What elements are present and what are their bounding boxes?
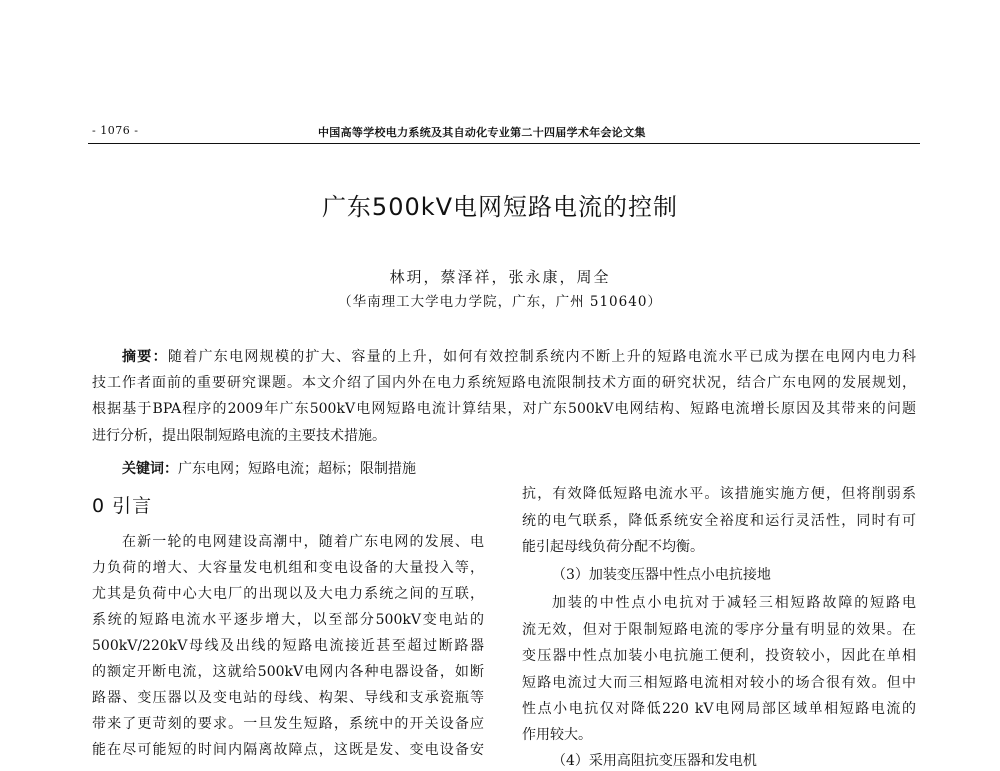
body-line: 能引起母线负荷分配不均衡。 bbox=[522, 539, 704, 555]
abstract-line: 进行分析，提出限制短路电流的主要技术措施。 bbox=[92, 428, 386, 444]
body-line: 作用较大。 bbox=[522, 727, 592, 743]
body-line: 抗，有效降低短路电流水平。该措施实施方便，但将削弱系 bbox=[522, 486, 916, 502]
page-number: - 1076 - bbox=[92, 124, 139, 137]
body-line: 的额定开断电流，这就给500kV电网内各种电器设备，如断 bbox=[92, 664, 484, 680]
abstract-label: 摘要： bbox=[122, 349, 168, 365]
body-line: 能在尽可能短的时间内隔离故障点，这既是发、变电设备安 bbox=[92, 742, 484, 758]
body-line: 500kV/220kV母线及出线的短路电流接近甚至超过断路器 bbox=[92, 638, 484, 654]
body-line: 性点小电抗仅对降低220 kV电网局部区域单相短路电流的 bbox=[522, 701, 916, 717]
body-line: 带来了更苛刻的要求。一旦发生短路，系统中的开关设备应 bbox=[92, 716, 484, 732]
abstract-line: 根据基于BPA程序的2009年广东500kV电网短路电流计算结果，对广东500kV电网结构、短路电流增长原因及其带来的问题 bbox=[92, 401, 916, 417]
authors: 林玥，蔡泽祥，张永康，周全 bbox=[389, 268, 611, 286]
subheading: （4）采用高阻抗变压器和发电机 bbox=[552, 753, 757, 769]
keywords bbox=[122, 458, 416, 478]
body-line: 流无效，但对于限制短路电流的零序分量有明显的效果。在 bbox=[522, 622, 916, 638]
abstract-line: 技工作者面前的重要研究课题。本文介绍了国内外在电力系统短路电流限制技术方面的研究状况，结合广东电网的发展规划， bbox=[92, 375, 916, 391]
body-line: 在新一轮的电网建设高潮中，随着广东电网的发展、电 bbox=[122, 534, 484, 550]
body-line: 力负荷的增大、大容量发电机组和变电设备的大量投入等， bbox=[92, 560, 484, 576]
abstract-line bbox=[122, 347, 916, 367]
body-line: 变压器中性点加装小电抗施工便利，投资较小，因此在单相 bbox=[522, 648, 916, 664]
body-line: 短路电流过大而三相短路电流相对较小的场合很有效。但中 bbox=[522, 675, 916, 691]
affiliation: （华南理工大学电力学院，广东，广州 510640） bbox=[338, 294, 662, 310]
abstract-text: 随着广东电网规模的扩大、容量的上升，如何有效控制系统内不断上升的短路电流水平已成为摆在电网内电力科 bbox=[167, 349, 917, 365]
header-rule bbox=[88, 143, 920, 144]
keywords-label: 关键词： bbox=[122, 461, 178, 477]
body-line: 路器、变压器以及变电站的母线、构架、导线和支承瓷瓶等 bbox=[92, 690, 484, 706]
subheading: （3）加装变压器中性点小电抗接地 bbox=[552, 567, 771, 583]
section-heading: 0 引言 bbox=[92, 495, 153, 517]
paper-title: 广东500kV电网短路电流的控制 bbox=[321, 193, 679, 221]
body-line: 系统的短路电流水平逐步增大，以至部分500kV变电站的 bbox=[92, 612, 484, 628]
body-line: 加装的中性点小电抗对于减轻三相短路故障的短路电 bbox=[552, 595, 916, 611]
keywords-text: 广东电网；短路电流；超标；限制措施 bbox=[178, 461, 416, 477]
running-head: 中国高等学校电力系统及其自动化专业第二十四届学术年会论文集 bbox=[318, 126, 646, 139]
body-line: 统的电气联系，降低系统安全裕度和运行灵活性，同时有可 bbox=[522, 513, 916, 529]
body-line: 尤其是负荷中心大电厂的出现以及大电力系统之间的互联， bbox=[92, 586, 484, 602]
